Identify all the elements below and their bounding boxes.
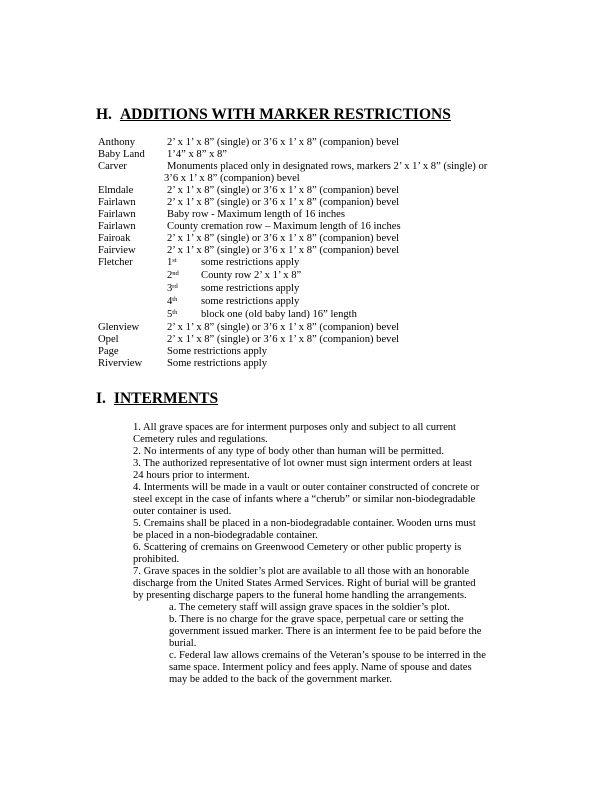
block-restriction: some restrictions apply <box>201 296 300 307</box>
addition-restriction: Baby row - Maximum length of 16 inches <box>167 209 346 220</box>
section-h-heading <box>96 106 451 124</box>
interment-rule-3: 3. The authorized representative of lot owner must sign interment orders at least 24 hours prior to interment. <box>133 458 472 482</box>
addition-name: Opel <box>98 334 119 345</box>
block-ordinal: 2nd <box>167 270 179 281</box>
interment-rule-4: 4. Interments will be made in a vault or outer container constructed of concrete or steel except in the case of infants where a “cherub” or similar non-biodegradable outer container is used. <box>133 482 480 518</box>
addition-name: Carver <box>98 161 127 172</box>
section-i-heading <box>96 390 218 408</box>
addition-name: Glenview <box>98 322 140 333</box>
addition-restriction: Some restrictions apply <box>167 358 268 369</box>
interment-rule-7: 7. Grave spaces in the soldier’s plot are available to all those with an honorable discharge from the United States Armed Services. Right of burial will be granted by presenting discharge papers to the funeral home handling the arrangements. <box>133 566 476 602</box>
interment-rule-6: 6. Scattering of cremains on Greenwood Cemetery or other public property is prohibited. <box>133 542 462 566</box>
addition-name: Page <box>98 346 119 357</box>
addition-restriction: Monuments placed only in designated rows, markers 2’ x 1’ x 8” (single) or <box>167 161 488 172</box>
addition-restriction: 2’ x 1’ x 8” (single) or 3’6 x 1’ x 8” (companion) bevel <box>167 245 400 256</box>
addition-restriction: 2’ x 1’ x 8” (single) or 3’6 x 1’ x 8” (companion) bevel <box>167 137 400 148</box>
addition-restriction: County cremation row – Maximum length of 16 inches <box>167 221 401 232</box>
interment-subrule-b: b. There is no charge for the grave space, perpetual care or setting the government issued marker. There is an interment fee to be paid before the burial. <box>169 614 482 650</box>
addition-restriction: 2’ x 1’ x 8” (single) or 3’6 x 1’ x 8” (companion) bevel <box>167 197 400 208</box>
addition-restriction: Some restrictions apply <box>167 346 268 357</box>
interment-rule-2: 2. No interments of any type of body other than human will be permitted. <box>133 446 444 457</box>
addition-restriction: 1’4” x 8” x 8” <box>167 149 228 160</box>
addition-name: Fairlawn <box>98 197 136 208</box>
addition-restriction: 3’6 x 1’ x 8” (companion) bevel <box>164 173 300 184</box>
section-h-number: H. <box>96 106 112 123</box>
block-ordinal: 1st <box>167 257 177 268</box>
addition-restriction: 2’ x 1’ x 8” (single) or 3’6 x 1’ x 8” (companion) bevel <box>167 185 400 196</box>
addition-name: Baby Land <box>98 149 145 160</box>
block-restriction: some restrictions apply <box>201 283 300 294</box>
block-restriction: some restrictions apply <box>201 257 300 268</box>
interment-rule-1: 1. All grave spaces are for interment purposes only and subject to all current Cemetery rules and regulations. <box>133 422 457 446</box>
block-ordinal: 4th <box>167 296 178 307</box>
addition-restriction: 2’ x 1’ x 8” (single) or 3’6 x 1’ x 8” (companion) bevel <box>167 233 400 244</box>
addition-name: Elmdale <box>98 185 134 196</box>
interment-subrule-a: a. The cemetery staff will assign grave spaces in the soldier’s plot. <box>169 602 450 613</box>
block-restriction: block one (old baby land) 16” length <box>201 309 357 320</box>
addition-name: Riverview <box>98 358 143 369</box>
block-restriction: County row 2’ x 1’ x 8” <box>201 270 302 281</box>
interment-rule-5: 5. Cremains shall be placed in a non-biodegradable container. Wooden urns must be placed in a non-biodegradable container. <box>133 518 476 542</box>
section-i-title: INTERMENTS <box>113 390 219 407</box>
section-i-number: I. <box>96 390 106 407</box>
addition-name: Fairview <box>98 245 136 256</box>
addition-name: Fletcher <box>98 257 133 268</box>
section-h-title: ADDITIONS WITH MARKER RESTRICTIONS <box>119 106 451 123</box>
interment-subrule-c: c. Federal law allows cremains of the Veteran’s spouse to be interred in the same space. Interment policy and fees apply. Name of spouse and dates may be added to the back of the government marker. <box>169 650 486 686</box>
addition-name: Anthony <box>98 137 136 148</box>
addition-restriction: 2’ x 1’ x 8” (single) or 3’6 x 1’ x 8” (companion) bevel <box>167 322 400 333</box>
addition-name: Fairoak <box>98 233 131 244</box>
block-ordinal: 3rd <box>167 283 178 294</box>
addition-restriction: 2’ x 1’ x 8” (single) or 3’6 x 1’ x 8” (companion) bevel <box>167 334 400 345</box>
block-ordinal: 5th <box>167 309 178 320</box>
addition-name: Fairlawn <box>98 209 136 220</box>
addition-name: Fairlawn <box>98 221 136 232</box>
